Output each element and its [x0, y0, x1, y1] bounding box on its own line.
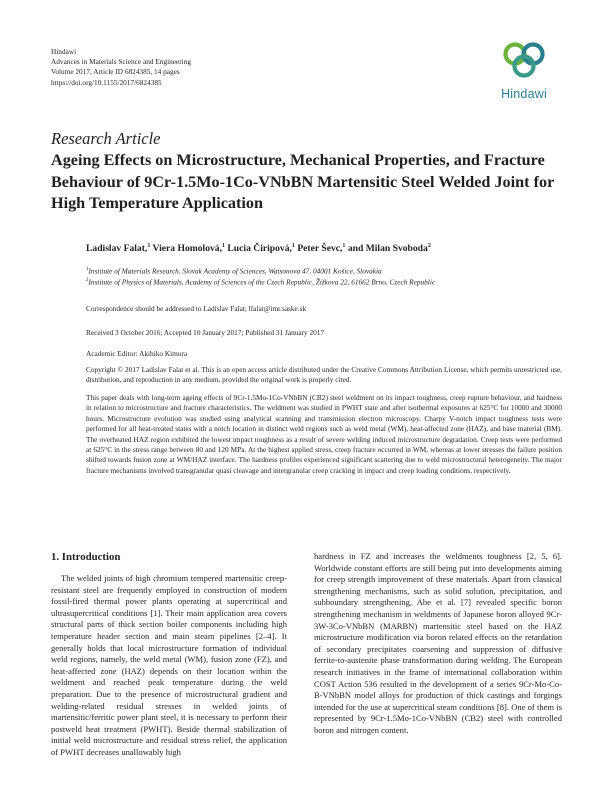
journal-name: Advances in Materials Science and Engineering [51, 57, 192, 67]
affiliation: $^2$Institute of Physics of Materials, Academy of Sciences of the Czech Republic, Žižkova 22, 61662 Brno, Czech Republic [86, 277, 436, 287]
hindawi-logo [494, 33, 554, 105]
section-heading: 1. Introduction [51, 551, 121, 563]
logo-wordmark: Hindawi [501, 87, 547, 101]
body-column-left: The welded joints of high chromium tempered martensitic creep-resistant steel are frequently employed in construction of modern fossil-fired thermal power plants operating at supercritical and ultrasupercritical conditions [1]. Their main application area covers structural parts of thick section boiler components including high temperature header section and main steam pipelines [2–4]. It generally holds that local microstructure formation of individual weld regions, namely, the weld metal (WM), fusion zone (FZ), and heat-affected zone (HAZ) depends on their location within the weldment and reached peak temperature during the weld preparation. Due to the presence of microstructural gradient and welding-related residual stresses in welded joints of martensitic/ferritic power plant steel, it is necessary to perform their postweld heat treatment (PWHT). Beside thermal stabilization of initial weld microstructure and residual stress relief, the application of PWHT decreases unallowably high [51, 573, 287, 757]
publisher-name: Hindawi [51, 47, 77, 56]
academic-editor: Academic Editor: Akihiko Kimura [86, 349, 188, 358]
author: and Milan Svoboda$^2$ [347, 243, 431, 255]
author: Viera Homolová,$^1$ [152, 243, 225, 255]
author: Ladislav Falat,$^1$ [86, 243, 151, 255]
hindawi-logo-icon [494, 33, 554, 85]
publication-dates: Received 3 October 2016; Accepted 10 January 2017; Published 31 January 2017 [86, 328, 325, 337]
author: Lucia Čiripová,$^1$ [227, 243, 295, 255]
copyright-notice: Copyright © 2017 Ladislav Falat et al. This is an open access article distributed under the Creative Commons Attribution License, which permits unrestricted use, distribution, and reproduction in any medium, provided the original work is properly cited. [86, 365, 562, 385]
paper-title: Ageing Effects on Microstructure, Mechanical Properties, and Fracture Behaviour of 9Cr-1.5Mo-1Co-VNbBN Martensitic Steel Welded Joint for High Temperature Application [51, 151, 554, 212]
journal-header [51, 47, 191, 88]
abstract: This paper deals with long-term ageing effects of 9Cr-1.5Mo-1Co-VNbBN (CB2) steel weldment on its impact toughness, creep rupture behaviour, and hardness in relation to microstructure and fracture characteristics. The weldment was studied in PWHT state and after isothermal exposures at 625°C for 10000 and 30000 hours. Microstructure evolution was studied using analytical scanning and transmission electron microscopy. Charpy V-notch impact toughness tests were performed for all heat-treated states with a notch location in distinct weld regions such as weld metal (WM), heat-affected zone (HAZ), and base material (BM). The overheated HAZ region exhibited the lowest impact toughness as a result of severe welding induced microstructure degradation. Creep tests were performed at 625°C in the stress range between 80 and 120 MPa. At the highest applied stress, creep fracture occurred in WM, whereas at lower stresses the failure position shifted towards fusion zone at WM/HAZ interface. The hardness profiles experienced significant scattering due to weld microstructural heterogeneity. The major fracture mechanisms involved transgranular quasi cleavage and intergranular creep cracking in impact and creep loading conditions, respectively. [86, 393, 562, 475]
body-column-right: hardness in FZ and increases the weldments toughness [2, 5, 6]. Worldwide constant efforts are still being put into developments aiming for creep strength improvement of these materials. Apart from classical strengthening mechanisms, such as solid solution, precipitation, and subboundary strengthening, Abe et al. [7] revealed specific boron strengthening mechanism in weldments of Japanese boron alloyed 9Cr-3W-3Co-VNbBN (MARBN) martensitic steel based on the HAZ microstructure modification via boron related effects on the retardation of secondary precipitates coarsening and suppression of diffusive ferrite-to-austenite phase transformation during welding. The European research initiatives in the frame of international collaboration within COST Action 536 resulted in the development of a series 9Cr-Mo-Co-B-VNbBN model alloys for production of thick castings and forgings intended for the use at supercritical steam conditions [8]. One of them is represented by 9Cr-1.5Mo-1Co-VNbBN (CB2) steel with controlled boron and nitrogen content. [314, 551, 562, 735]
author-list [86, 243, 431, 254]
author: Peter Ševc,$^1$ [297, 243, 346, 255]
affiliation: $^1$Institute of Materials Research, Slovak Academy of Sciences, Watsonova 47, 04001 Košice, Slovakia [86, 266, 382, 276]
article-type: Research Article [51, 129, 161, 148]
doi-link[interactable]: https://doi.org/10.1155/2017/6824385 [51, 77, 162, 87]
correspondence: Correspondence should be addressed to Ladislav Falat; lfalat@imr.saske.sk [86, 304, 307, 313]
volume-info: Volume 2017, Article ID 6824385, 14 pages [51, 67, 180, 77]
